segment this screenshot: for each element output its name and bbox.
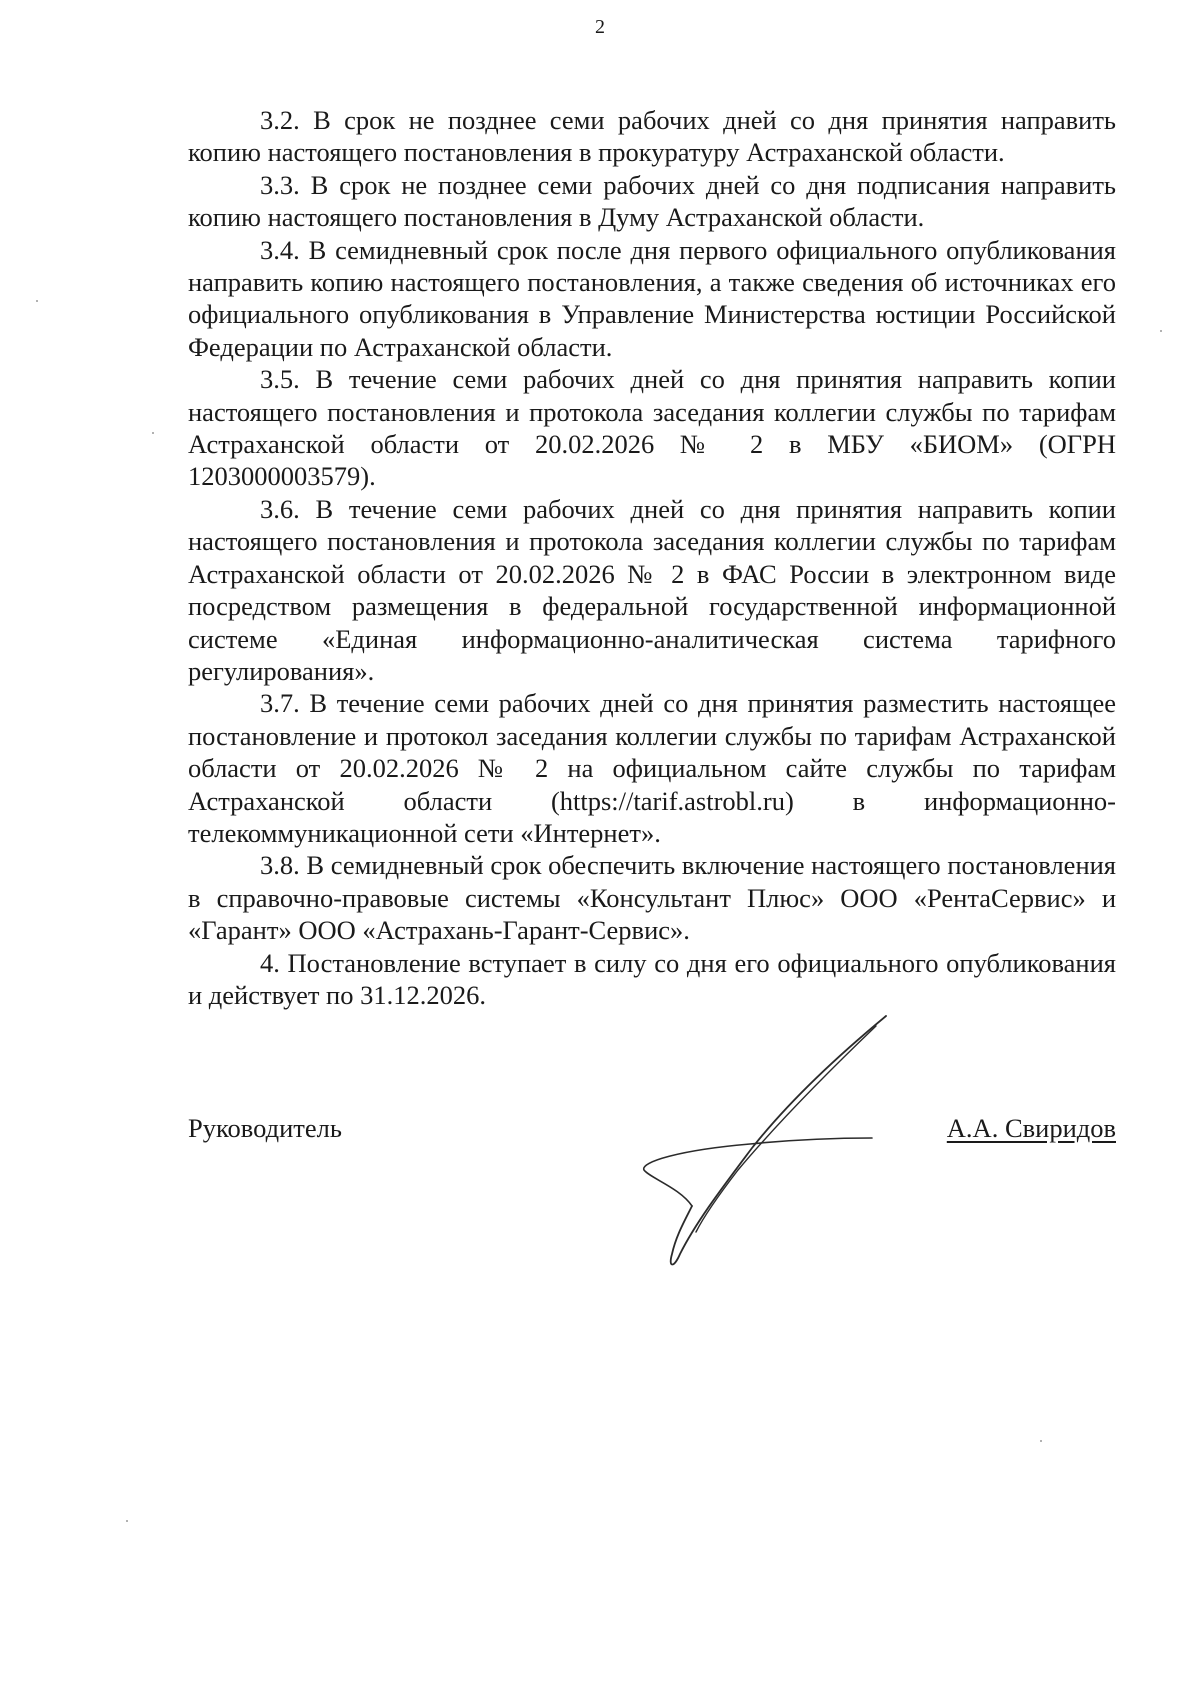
scan-speck <box>1040 1440 1042 1442</box>
signatory-title: Руководитель <box>188 1113 342 1143</box>
scan-speck <box>36 300 38 302</box>
signature-stroke-main <box>671 1016 886 1265</box>
paragraph-4: 4. Постановление вступает в силу со дня его официального опубликования и действует по 31.12.2026. <box>188 947 1116 1010</box>
scan-speck <box>152 432 154 434</box>
paragraph-3-5: 3.5. В течение семи рабочих дней со дня принятия направить копии настоящего постановления и протокола заседания коллегии службы по тарифам Астраханской области от 20.02.2026 № 2 в МБУ «БИОМ» (ОГРН 1203000003579). <box>188 364 1116 492</box>
scan-speck <box>1160 330 1162 332</box>
document-body <box>188 104 1116 1011</box>
handwritten-signature <box>640 1010 900 1270</box>
signature-stroke-sweep <box>644 1138 872 1206</box>
scan-speck <box>126 1520 128 1522</box>
signatory-name: А.А. Свиридов <box>946 1113 1116 1143</box>
paragraph-3-6: 3.6. В течение семи рабочих дней со дня принятия направить копии настоящего постановления и протокола заседания коллегии службы по тарифам Астраханской области от 20.02.2026 № 2 в ФАС России в электронном виде посредством размещения в федеральной государственной информационной системе «Единая информационно-аналитическая система тарифного регулирования». <box>188 493 1116 686</box>
paragraph-3-2: 3.2. В срок не позднее семи рабочих дней со дня принятия направить копию настоящего постановления в прокуратуру Астраханской области. <box>188 105 1116 168</box>
page-number: 2 <box>595 16 605 38</box>
signature-stroke-loop <box>696 1026 876 1232</box>
paragraph-3-3: 3.3. В срок не позднее семи рабочих дней со дня подписания направить копию настоящего постановления в Думу Астраханской области. <box>188 169 1116 233</box>
paragraph-3-4: 3.4. В семидневный срок после дня первого официального опубликования направить копию настоящего постановления, а также сведения об источниках его официального опубликования в Управление Министерства юстиции Российской Федерации по Астраханской области. <box>188 234 1116 362</box>
paragraph-3-8: 3.8. В семидневный срок обеспечить включение настоящего постановления в справочно-правовые системы «Консультант Плюс» ООО «РентаСервис» и «Гарант» ООО «Астрахань-Гарант-Сервис». <box>188 850 1116 946</box>
paragraph-3-7: 3.7. В течение семи рабочих дней со дня принятия разместить настоящее постановление и протокол заседания коллегии службы по тарифам Астраханской области от 20.02.2026 № 2 на официальном сайте службы по тарифам Астраханской области (https://tarif.astrobl.ru) в информационно-телекоммуникационной сети «Интернет». <box>188 688 1116 848</box>
